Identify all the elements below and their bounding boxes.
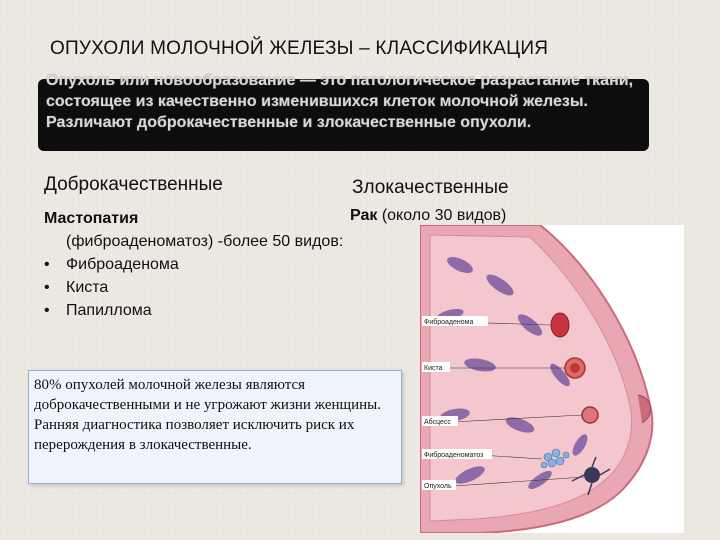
list-item: • Папиллома bbox=[44, 299, 354, 322]
cancer-description: (около 30 видов) bbox=[377, 207, 507, 224]
slide-title: ОПУХОЛИ МОЛОЧНОЙ ЖЕЛЕЗЫ – КЛАССИФИКАЦИЯ bbox=[50, 38, 549, 59]
label-abscess: Абсцесс bbox=[424, 419, 451, 426]
label-tumor: Опухоль bbox=[424, 483, 452, 490]
mastopathy-title: Мастопатия bbox=[44, 210, 139, 227]
definition-text: Опухоль или новообразование — это патологическое разрастание ткани, состоящее из качественно изменившихся клеток молочной железы. Различают доброкачественные и злокачественные опухоли. bbox=[46, 72, 634, 131]
cancer-line bbox=[350, 207, 506, 225]
fibroadenoma-mark bbox=[551, 313, 569, 337]
benign-heading: Доброкачественные bbox=[44, 174, 223, 195]
breast-illustration bbox=[420, 225, 684, 533]
abscess-mark bbox=[582, 407, 598, 423]
breast-cross-section-image bbox=[420, 225, 684, 533]
cancer-title: Рак bbox=[350, 207, 378, 224]
mastopathy-description: (фиброаденоматоз) -более 50 видов: bbox=[66, 233, 344, 250]
info-note: 80% опухолей молочной железы являются доброкачественными и не угрожают жизни женщины. Ранняя диагностика позволяет исключить риск их перерождения в злокачественные. bbox=[28, 370, 402, 484]
list-item: • Фиброаденома bbox=[44, 253, 354, 276]
list-item: • Киста bbox=[44, 276, 354, 299]
benign-list bbox=[44, 207, 354, 322]
label-fibroadenoma: Фиброаденома bbox=[424, 319, 474, 326]
malignant-heading: Злокачественные bbox=[352, 177, 509, 198]
label-fibroadenomatosis: Фиброаденоматоз bbox=[424, 452, 484, 459]
label-cyst: Киста bbox=[424, 365, 443, 372]
